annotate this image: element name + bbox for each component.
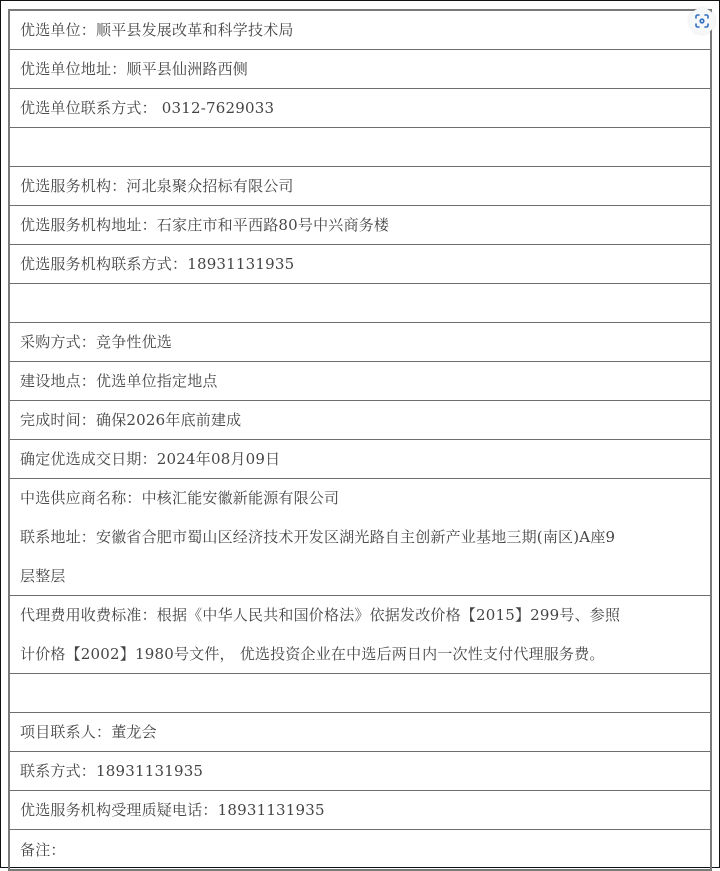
visual-search-button[interactable] bbox=[689, 8, 715, 34]
row-text: 优选单位联系方式： 0312-7629033 bbox=[20, 99, 275, 117]
row-text: 采购方式：竞争性优选 bbox=[20, 333, 173, 351]
table-row bbox=[10, 167, 710, 206]
table-row bbox=[10, 791, 710, 830]
row-text: 优选服务机构：河北泉聚众招标有限公司 bbox=[20, 177, 294, 195]
empty-row bbox=[10, 128, 710, 167]
table-row bbox=[10, 362, 710, 401]
table-row bbox=[10, 89, 710, 128]
table-row bbox=[10, 440, 710, 479]
row-text: 联系地址：安徽省合肥市蜀山区经济技术开发区湖光路自主创新产业基地三期(南区)A座9 bbox=[20, 527, 616, 546]
table-row bbox=[10, 401, 710, 440]
table-row bbox=[10, 596, 710, 674]
row-text: 项目联系人：董龙会 bbox=[20, 723, 157, 741]
table-row bbox=[10, 752, 710, 791]
table-row bbox=[10, 50, 710, 89]
visual-search-lens-icon bbox=[694, 13, 710, 29]
empty-row bbox=[10, 284, 710, 323]
announcement-table bbox=[8, 9, 712, 871]
empty-row bbox=[10, 674, 710, 713]
row-text: 优选服务机构受理质疑电话：18931131935 bbox=[20, 801, 325, 819]
table-row bbox=[10, 245, 710, 284]
row-text: 中选供应商名称：中核汇能安徽新能源有限公司 bbox=[20, 488, 340, 507]
table-row bbox=[10, 830, 710, 869]
table-row bbox=[10, 206, 710, 245]
row-text: 联系方式：18931131935 bbox=[20, 762, 204, 780]
table-row bbox=[10, 479, 710, 596]
row-text: 代理费用收费标准：根据《中华人民共和国价格法》依据发改价格【2015】299号、参照 bbox=[20, 605, 621, 624]
row-text: 确定优选成交日期：2024年08月09日 bbox=[20, 450, 281, 468]
table-row bbox=[10, 323, 710, 362]
row-text: 备注： bbox=[20, 840, 66, 859]
row-text: 优选服务机构联系方式：18931131935 bbox=[20, 255, 295, 273]
row-text: 建设地点：优选单位指定地点 bbox=[20, 372, 218, 390]
table-row bbox=[10, 713, 710, 752]
table-row bbox=[10, 11, 710, 50]
row-text: 计价格【2002】1980号文件， 优选投资企业在中选后两日内一次性支付代理服务费。 bbox=[20, 644, 605, 663]
row-text: 优选单位：顺平县发展改革和科学技术局 bbox=[20, 21, 294, 39]
row-text: 完成时间：确保2026年底前建成 bbox=[20, 411, 242, 429]
row-text: 层整层 bbox=[20, 566, 66, 585]
row-text: 优选单位地址：顺平县仙洲路西侧 bbox=[20, 60, 249, 78]
row-text: 优选服务机构地址：石家庄市和平西路80号中兴商务楼 bbox=[20, 216, 390, 234]
